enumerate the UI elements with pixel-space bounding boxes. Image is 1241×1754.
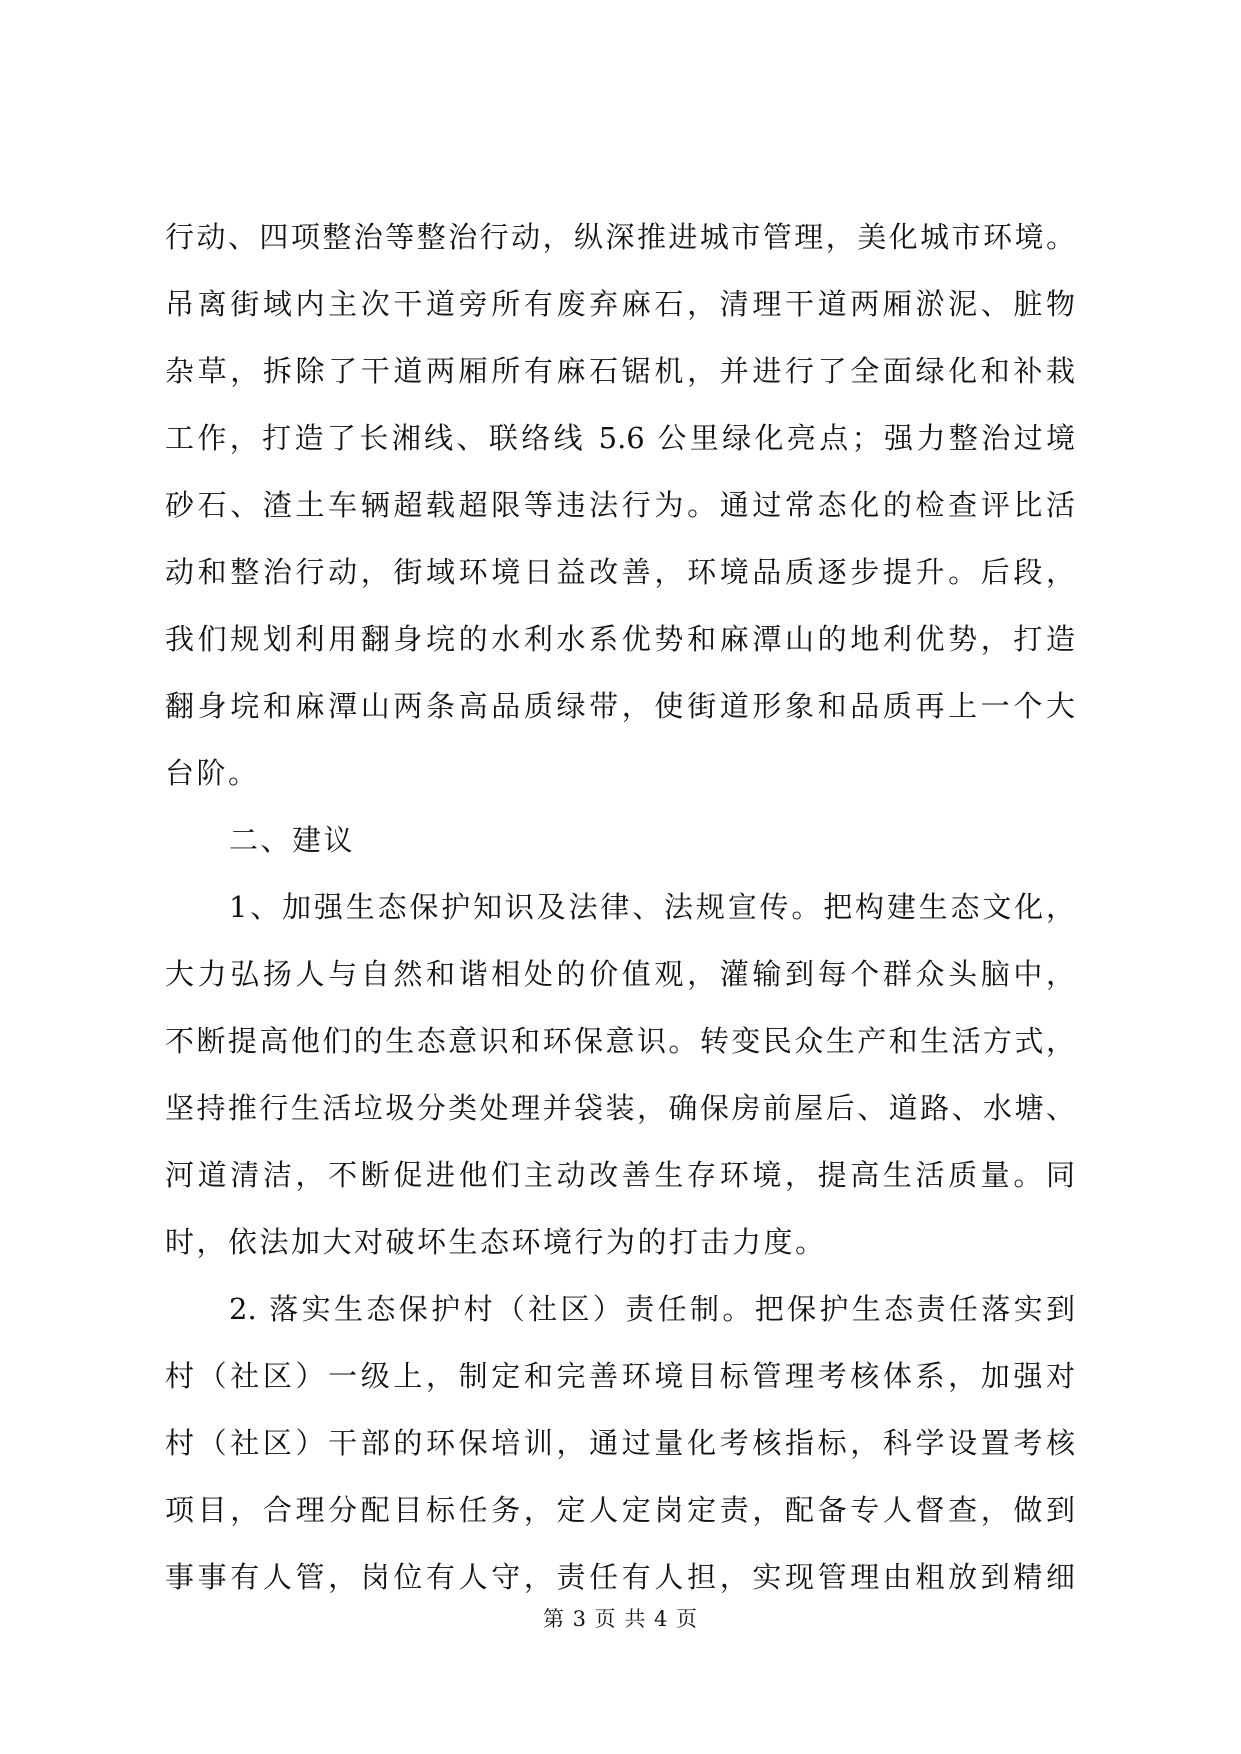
body-line: 村（社区）干部的环保培训，通过量化考核指标，科学设置考核 <box>165 1426 1075 1460</box>
body-line: 项目，合理分配目标任务，定人定岗定责，配备专人督查，做到 <box>165 1493 1075 1527</box>
body-line: 工作，打造了长湘线、联络线 5.6 公里绿化亮点；强力整治过境 <box>165 421 1075 455</box>
body-line: 我们规划利用翻身垸的水利水系优势和麻潭山的地利优势，打造 <box>165 622 1075 656</box>
body-line: 1、加强生态保护知识及法律、法规宣传。把构建生态文化， <box>229 890 1075 924</box>
body-line: 事事有人管，岗位有人守，责任有人担，实现管理由粗放到精细 <box>165 1560 1075 1594</box>
body-line: 行动、四项整治等整治行动，纵深推进城市管理，美化城市环境。 <box>165 220 1075 254</box>
body-line: 坚持推行生活垃圾分类处理并袋装，确保房前屋后、道路、水塘、 <box>165 1091 1075 1125</box>
body-line: 村（社区）一级上，制定和完善环境目标管理考核体系，加强对 <box>165 1359 1075 1393</box>
body-line: 大力弘扬人与自然和谐相处的价值观，灌输到每个群众头脑中， <box>165 957 1075 991</box>
body-line: 砂石、渣土车辆超载超限等违法行为。通过常态化的检查评比活 <box>165 488 1075 522</box>
body-line: 台阶。 <box>165 756 260 790</box>
body-line: 吊离街域内主次干道旁所有废弃麻石，清理干道两厢淤泥、脏物 <box>165 287 1075 321</box>
body-line: 翻身垸和麻潭山两条高品质绿带，使街道形象和品质再上一个大 <box>165 689 1075 723</box>
body-line: 不断提高他们的生态意识和环保意识。转变民众生产和生活方式， <box>165 1024 1075 1058</box>
body-line: 2. 落实生态保护村（社区）责任制。把保护生态责任落实到 <box>229 1292 1075 1326</box>
document-body <box>165 204 1075 1611</box>
body-line: 河道清洁，不断促进他们主动改善生存环境，提高生活质量。同 <box>165 1158 1075 1192</box>
page-number-footer: 第 3 页 共 4 页 <box>542 1607 699 1631</box>
body-line: 时，依法加大对破坏生态环境行为的打击力度。 <box>165 1225 827 1259</box>
body-line: 杂草，拆除了干道两厢所有麻石锯机，并进行了全面绿化和补栽 <box>165 354 1075 388</box>
section-heading: 二、建议 <box>229 823 356 857</box>
body-line: 动和整治行动，街域环境日益改善，环境品质逐步提升。后段， <box>165 555 1075 589</box>
